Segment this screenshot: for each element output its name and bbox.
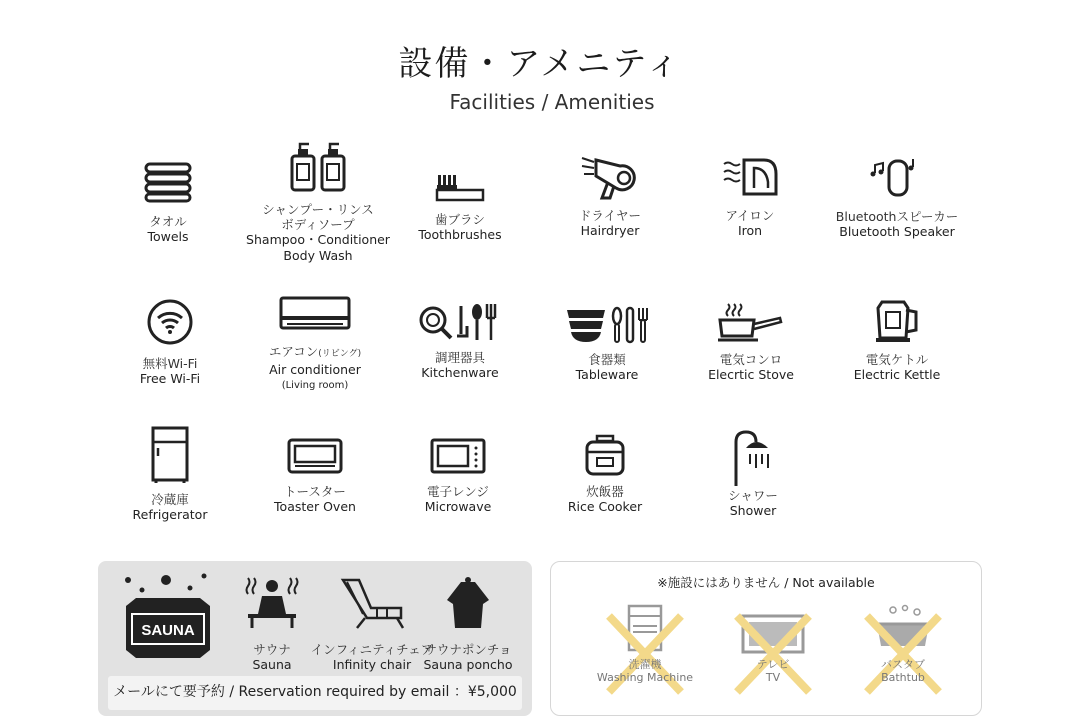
amenity-electric-kettle	[822, 298, 972, 383]
amenity-label-ja: Bluetoothスピーカー	[835, 209, 959, 224]
page-subtitle: Facilities / Amenities	[449, 90, 655, 114]
amenity-refrigerator	[95, 426, 245, 523]
amenity-label-en: Air conditioner	[269, 362, 361, 377]
sauna-item	[408, 574, 528, 673]
page-title: 設備・アメニティ	[398, 44, 682, 84]
not-available-item	[838, 604, 968, 684]
microwave-icon	[430, 438, 486, 476]
electric-stove-icon	[718, 302, 784, 344]
amenity-label-ja: 電気ケトル	[865, 352, 929, 367]
sauna-person-icon	[242, 574, 302, 630]
amenity-label-en: Microwave	[424, 499, 492, 514]
sauna-item-label-en: Sauna poncho	[423, 657, 513, 672]
not-available-label-en: TV	[765, 671, 781, 684]
amenity-label-ja-main: エアコン	[268, 344, 319, 359]
amenity-label-en-2: Body Wash	[283, 248, 353, 263]
amenity-towels	[93, 160, 243, 245]
shower-icon	[728, 428, 778, 486]
amenity-microwave	[383, 438, 533, 515]
sauna-sign-icon	[118, 570, 218, 668]
iron-icon	[722, 154, 778, 198]
amenity-air-conditioner	[240, 296, 390, 394]
amenity-rice-cooker	[530, 434, 680, 515]
amenity-label-en: Rice Cooker	[567, 499, 643, 514]
amenity-shampoo	[243, 142, 393, 264]
amenity-label-en: Toaster Oven	[274, 499, 356, 514]
shampoo-bottles-icon	[287, 142, 349, 192]
sauna-item-label-ja: インフィニティチェア	[310, 642, 434, 657]
amenity-label-ja: ドライヤー	[578, 208, 642, 223]
refrigerator-icon	[150, 426, 190, 484]
hairdryer-icon	[580, 152, 640, 202]
amenity-label-ja-small: (リビング)	[318, 349, 362, 359]
kitchenware-icon	[417, 300, 503, 342]
amenity-iron	[675, 154, 825, 239]
amenity-label-ja: 調理器具	[434, 350, 485, 365]
sauna-poncho-icon	[443, 574, 493, 630]
amenity-label-ja: 冷蔵庫	[151, 492, 189, 507]
sauna-item-label-en: Infinity chair	[332, 657, 412, 672]
amenity-label-en: Tableware	[575, 367, 639, 382]
not-available-label-ja: テレビ	[756, 658, 790, 671]
amenity-label-ja: シャンプー・リンス	[262, 202, 374, 217]
not-available-label-en: Washing Machine	[596, 671, 694, 684]
sauna-sign-text: SAUNA	[141, 622, 195, 639]
amenity-hairdryer	[535, 152, 685, 239]
amenity-label-en: Elecrtic Stove	[708, 367, 794, 382]
amenity-label-en: Shower	[729, 503, 777, 518]
amenity-label-en: Bluetooth Speaker	[839, 224, 955, 239]
amenity-label-en: Refrigerator	[132, 507, 208, 522]
toaster-oven-icon	[287, 438, 343, 476]
amenity-bluetooth-speaker	[822, 155, 972, 240]
infinity-chair-icon	[337, 574, 407, 630]
amenity-label-ja	[240, 344, 390, 362]
amenity-label-ja: シャワー	[728, 488, 778, 503]
sauna-reservation-note: メールにて要予約 / Reservation required by email ：¥5,000	[108, 676, 522, 710]
amenity-label-en: Hairdryer	[580, 223, 640, 238]
sauna-item-label-ja: サウナ	[253, 642, 291, 657]
amenity-toothbrush	[385, 172, 535, 243]
rice-cooker-icon	[583, 434, 627, 478]
tableware-icon	[565, 304, 649, 344]
amenity-tableware	[532, 304, 682, 383]
amenity-label-ja: タオル	[149, 214, 187, 229]
amenity-label-ja: 電気コンロ	[719, 352, 783, 367]
amenity-electric-stove	[676, 302, 826, 383]
amenity-label-en: Electric Kettle	[853, 367, 941, 382]
not-available-label-ja: 洗濯機	[628, 658, 662, 671]
amenity-label-ja-2: ボディソープ	[281, 217, 355, 232]
amenity-label-ja: 炊飯器	[586, 484, 624, 499]
amenity-label-ja: トースター	[284, 484, 346, 499]
amenity-toaster-oven	[240, 438, 390, 515]
not-available-label-ja: バスタブ	[881, 658, 925, 671]
amenity-label-en: Shampoo・Conditioner	[246, 232, 390, 247]
not-available-item	[708, 604, 838, 684]
amenity-label-en-2: (Living room)	[281, 380, 349, 391]
not-available-label-en: Bathtub	[881, 671, 925, 684]
sauna-item-label-en: Sauna	[252, 657, 292, 672]
amenity-label-en: Kitchenware	[421, 365, 499, 380]
bluetooth-speaker-icon	[869, 155, 925, 199]
not-available-title: ※施設にはありません / Not available	[657, 575, 875, 590]
toothbrush-icon	[434, 172, 486, 204]
amenity-wifi	[95, 298, 245, 387]
sauna-item-label-ja: サウナポンチョ	[424, 642, 512, 657]
amenity-label-en: Toothbrushes	[418, 227, 502, 242]
amenity-label-ja: 無料Wi-Fi	[142, 356, 198, 371]
amenity-label-en: Iron	[737, 223, 763, 238]
amenity-shower	[678, 428, 828, 519]
amenity-label-ja: 電子レンジ	[427, 484, 489, 499]
amenity-label-ja: アイロン	[725, 208, 775, 223]
amenity-label-en: Free Wi-Fi	[139, 371, 201, 386]
amenity-label-en: Towels	[147, 229, 189, 244]
amenity-label-ja: 歯ブラシ	[434, 212, 485, 227]
air-conditioner-icon	[279, 296, 351, 332]
towels-icon	[142, 160, 194, 204]
not-available-item	[580, 604, 710, 684]
wifi-icon	[146, 298, 194, 346]
amenity-kitchenware	[385, 300, 535, 381]
electric-kettle-icon	[874, 298, 920, 344]
amenity-label-ja: 食器類	[588, 352, 626, 367]
